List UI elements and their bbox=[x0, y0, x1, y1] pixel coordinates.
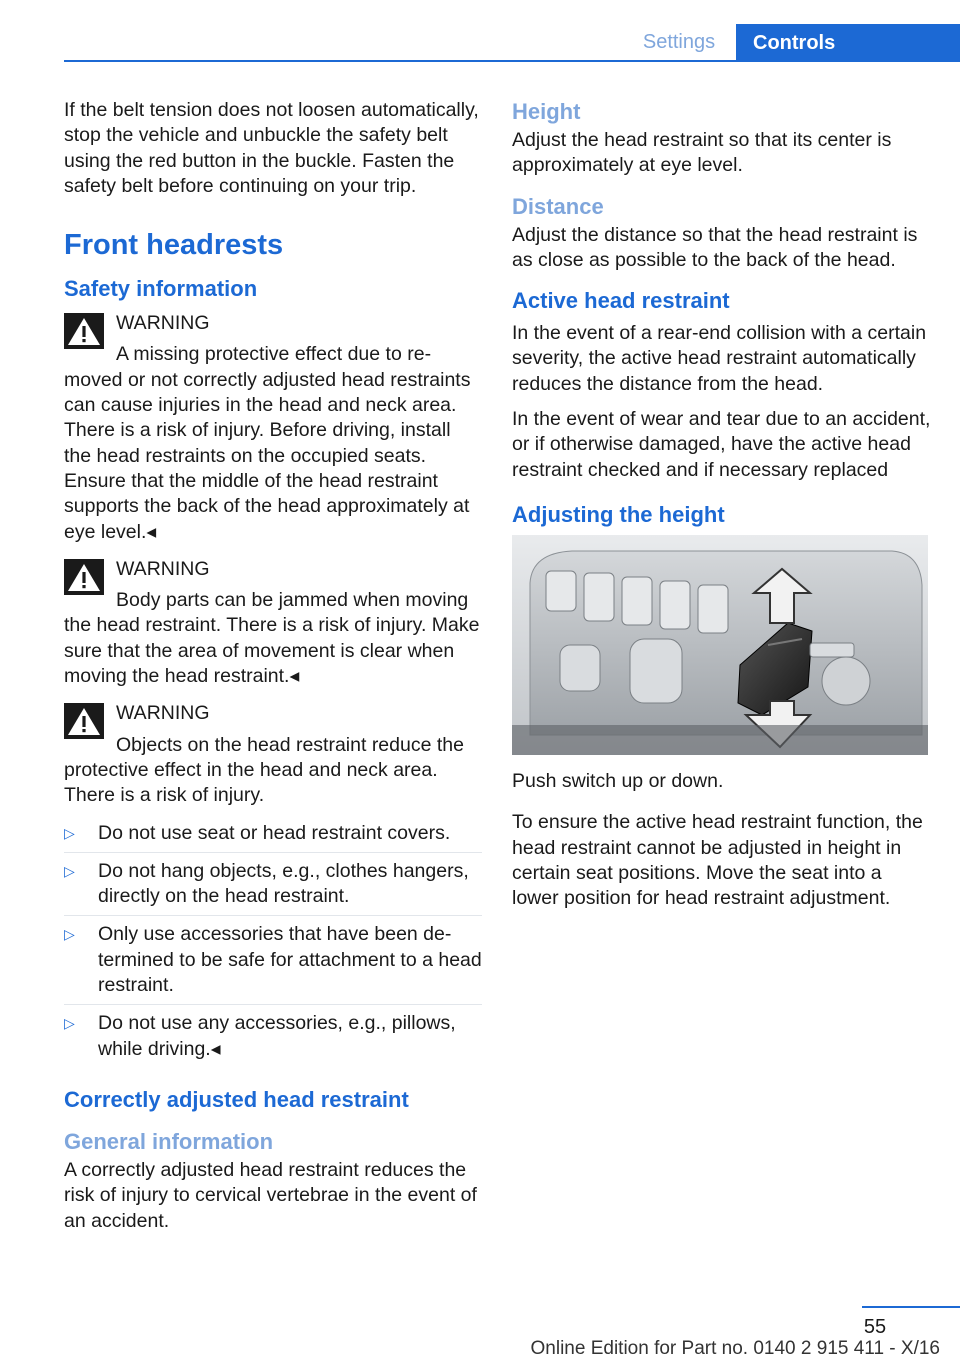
safety-heading: Safety information bbox=[64, 276, 258, 302]
active-restraint-damage-text: In the event of wear and tear due to an accident, or if otherwise damaged, have the active head restraint checked and if necessary replaced bbox=[512, 408, 931, 481]
bullet-list bbox=[64, 821, 482, 1068]
list-item bbox=[64, 859, 482, 917]
height-text: Adjust the head restraint so that its center is approximately at eye level. bbox=[512, 129, 892, 177]
triangle-bullet-icon: ▷ bbox=[64, 824, 75, 841]
triangle-bullet-icon: ▷ bbox=[64, 926, 75, 943]
list-item bbox=[64, 1011, 482, 1068]
warning-triangle-icon bbox=[64, 559, 104, 595]
warning-text: Body parts can be jammed when moving the head restraint. There is a risk of injury. Make sure that the area of movement is clear when moving the head restraint.◂ bbox=[64, 589, 480, 688]
warning-text: A missing protective effect due to removed or not correctly adjusted head restraints can cause injuries in the head and neck area. There is a risk of injury. Before driving, install the head restraints on the occupied seats. Ensure that the middle of the head restraint supports the back of the head approximately at eye level.◂ bbox=[64, 343, 471, 543]
push-switch-text: Push switch up or down. bbox=[512, 769, 724, 792]
list-item-text: Only use accessories that have been determined to be safe for attachment to a head restraint. bbox=[98, 923, 482, 997]
triangle-bullet-icon: ▷ bbox=[64, 1015, 75, 1032]
right-column bbox=[512, 98, 932, 921]
list-item-text: Do not use any accessories, e.g., pillows, while driving.◂ bbox=[98, 1012, 456, 1060]
warning-title: WARNING bbox=[116, 557, 210, 580]
list-item-text: Do not use seat or head restraint covers. bbox=[98, 821, 451, 844]
list-item bbox=[64, 821, 482, 853]
list-item bbox=[64, 922, 482, 1005]
warning-block bbox=[64, 557, 482, 689]
warning-block bbox=[64, 311, 482, 545]
page-number: 55 bbox=[863, 1316, 887, 1338]
height-heading: Height bbox=[512, 99, 581, 124]
active-restraint-heading: Active head restraint bbox=[512, 288, 730, 314]
section-title: Front headrests bbox=[64, 229, 284, 262]
list-item-text: Do not hang objects, e.g., clothes hangers, directly on the head restraint. bbox=[98, 859, 469, 908]
warning-title: WARNING bbox=[116, 312, 210, 335]
ensure-function-text: To ensure the active head restraint function, the head restraint cannot be adjusted in height in certain seat positions. Move the seat into a lower position for head restraint adjustment. bbox=[512, 811, 923, 910]
left-column bbox=[64, 98, 482, 1244]
triangle-bullet-icon: ▷ bbox=[64, 862, 75, 879]
correct-adjust-heading: Correctly adjusted head restraint bbox=[64, 1086, 409, 1112]
warning-triangle-icon bbox=[64, 313, 104, 349]
seat-switch-photo bbox=[512, 535, 928, 755]
adjusting-height-heading: Adjusting the height bbox=[512, 501, 725, 527]
warning-triangle-icon bbox=[64, 703, 104, 739]
general-info-heading: General information bbox=[64, 1128, 274, 1154]
tab-controls[interactable]: Controls bbox=[736, 24, 960, 62]
header-rule bbox=[64, 60, 960, 62]
tab-settings[interactable]: Settings bbox=[642, 30, 716, 53]
warning-text: Objects on the head restraint reduce the protective effect in the head and neck area. There is a risk of injury. bbox=[64, 733, 464, 807]
distance-text: Adjust the distance so that the head restraint is as close as possible to the back of the head. bbox=[512, 223, 918, 271]
warning-block bbox=[64, 701, 482, 808]
distance-heading: Distance bbox=[512, 193, 604, 219]
active-restraint-text: In the event of a rear-end collision with a certain severity, the active head restraint automatically reduces the distance from the head. bbox=[512, 322, 927, 395]
intro-paragraph: If the belt tension does not loosen automatically, stop the vehicle and unbuckle the safety belt using the red button in the buckle. Fasten the safety belt before continuing on your trip. bbox=[64, 99, 479, 197]
footer-rule bbox=[862, 1306, 960, 1308]
edition-line: Online Edition for Part no. 0140 2 915 411 - X/16 bbox=[530, 1338, 940, 1359]
warning-title: WARNING bbox=[116, 702, 210, 725]
general-info-text: A correctly adjusted head restraint reduces the risk of injury to cervical vertebrae in the event of an accident. bbox=[64, 1158, 477, 1232]
